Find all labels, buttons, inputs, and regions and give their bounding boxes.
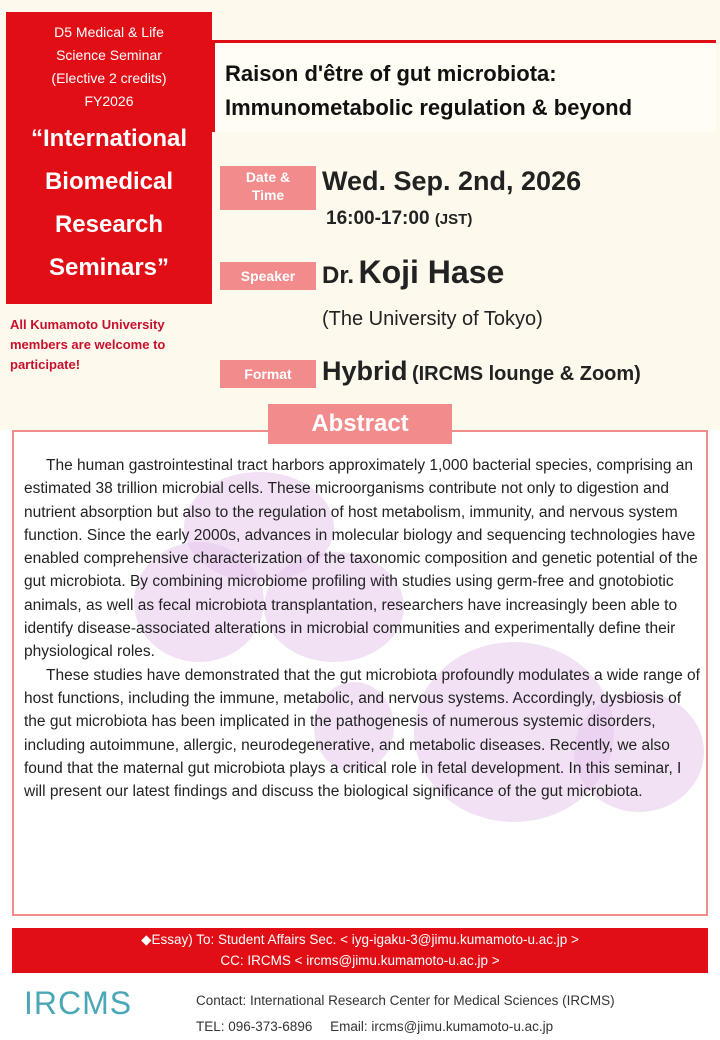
essay-address: ◆Essay) To: Student Affairs Sec. < iyg-igaku-3@jimu.kumamoto-u.ac.jp > <box>141 932 579 947</box>
speaker-tag: Speaker <box>220 262 316 290</box>
date-tag-line-1: Date & <box>245 169 291 185</box>
seminar-line-1: D5 Medical & Life <box>54 24 164 40</box>
contact-info <box>196 988 615 1040</box>
talk-title-line-1: Raison d'être of gut microbiota: <box>225 61 557 86</box>
abstract-text <box>24 454 700 803</box>
seminar-line-2: Science Seminar <box>56 47 162 63</box>
series-title-line-1: “International <box>30 125 187 152</box>
abstract-paragraph-2: These studies have demonstrated that the gut microbiota profoundly modulates a wide range of host functions, including the immune, metabolic, and nervous systems. Accordingly, dysbiosis of the gut microbiota has been implicated in the pathogenesis of numerous systemic disorders, including autoimmune, allergic, neurodegenerative, and metabolic diseases. Recently, we also found that the maternal gut microbiota plays a critical role in fetal development. In this seminar, I will present our latest findings and discuss the biological significance of the gut microbiota. <box>24 666 700 801</box>
series-title-line-3: Research <box>54 211 164 238</box>
seminar-series-box <box>6 12 212 304</box>
date-tag-line-2: Time <box>251 187 285 203</box>
abstract-paragraph-1: The human gastrointestinal tract harbors approximately 1,000 bacterial species, comprising an estimated 38 trillion microbial cells. These microorganisms contribute not only to digestion and nutrient absorption but also to the regulation of host metabolism, immunity, and nervous system function. Since the early 2000s, advances in molecular biology and sequencing technologies have enabled comprehensive characterization of the taxonomic composition and genetic potential of the gut microbiota. By combining microbiome profiling with studies using germ-free and gnotobiotic animals, as well as fecal microbiota transplantation, researchers have increasingly been able to identify disease-associated alterations in microbial communities and experimentally define their physiological roles. <box>24 457 698 661</box>
talk-title-line-2: Immunometabolic regulation & beyond <box>225 95 633 120</box>
date-time-tag <box>220 166 316 210</box>
welcome-note: All Kumamoto University members are welcome to participate! <box>10 317 166 372</box>
event-time-value: 16:00-17:00 <box>326 208 430 229</box>
event-date: Wed. Sep. 2nd, 2026 <box>322 166 582 196</box>
contact-phone-email <box>196 1014 615 1040</box>
format-detail: (IRCMS lounge & Zoom) <box>411 363 641 385</box>
speaker-prefix: Dr. <box>322 262 355 289</box>
format-tag: Format <box>220 360 316 388</box>
series-title <box>6 117 212 289</box>
speaker-affiliation: (The University of Tokyo) <box>322 308 543 330</box>
seminar-line-4: FY2026 <box>84 93 134 109</box>
time-zone: (JST) <box>434 211 473 228</box>
event-time <box>326 208 472 230</box>
contact-email: Email: ircms@jimu.kumamoto-u.ac.jp <box>330 1019 554 1034</box>
seminar-line-3: (Elective 2 credits) <box>51 70 167 86</box>
contact-org: Contact: International Research Center for Medical Sciences (IRCMS) <box>196 993 615 1008</box>
contact-tel: TEL: 096-373-6896 <box>196 1019 313 1034</box>
abstract-heading: Abstract <box>268 404 452 444</box>
speaker-name-value: Koji Hase <box>358 254 505 290</box>
talk-title-box <box>212 40 716 132</box>
series-title-line-4: Seminars” <box>48 254 170 281</box>
series-title-line-2: Biomedical <box>44 168 174 195</box>
event-format <box>322 356 641 387</box>
speaker-name <box>322 254 504 291</box>
ircms-logo: IRCMS <box>24 985 133 1021</box>
submission-info <box>12 928 708 973</box>
format-value: Hybrid <box>322 356 408 386</box>
abstract-box <box>12 430 708 916</box>
cc-address: CC: IRCMS < ircms@jimu.kumamoto-u.ac.jp > <box>220 953 500 968</box>
